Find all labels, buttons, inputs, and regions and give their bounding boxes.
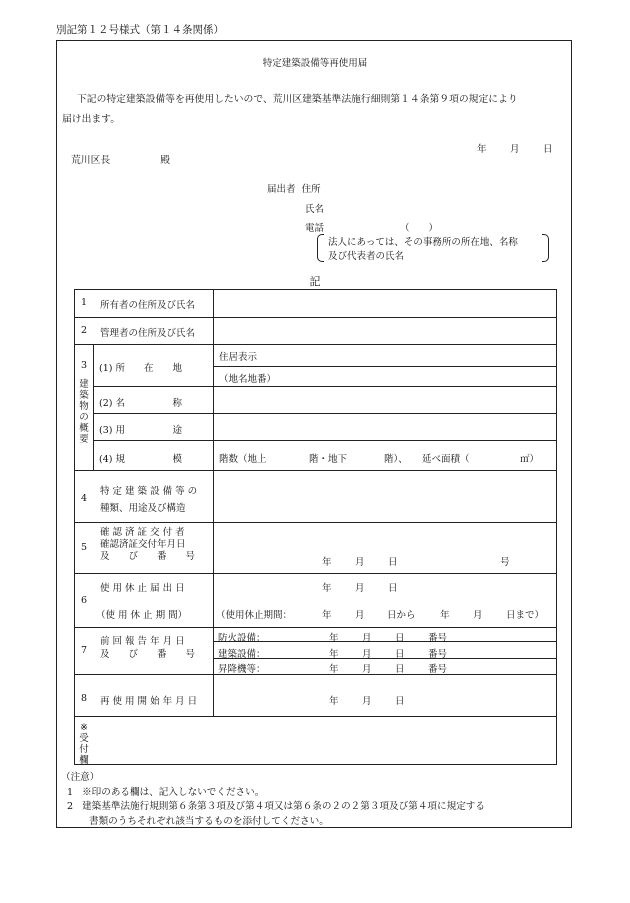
owner-field[interactable] [214, 290, 556, 317]
vertical-char: ※ [80, 722, 88, 733]
address-display-label: 住居表示 [219, 352, 258, 363]
lot-number-label: （地名地番） [219, 374, 277, 385]
elevator-day: 日 [395, 664, 405, 675]
previous-report-label-line: 前 回 報 告 年 月 日 [100, 636, 185, 647]
date-day: 日 [543, 144, 553, 155]
row-number: 6 [81, 595, 88, 606]
owner-label: 所有者の住所及び氏名 [100, 300, 196, 311]
period-label: （使用休止期間： [216, 610, 293, 621]
below-ground-label: 階）、 [384, 454, 408, 465]
addressee-honorific: 殿 [160, 155, 170, 166]
elevator-year: 年 [329, 664, 339, 675]
notifier-label: 届出者 [267, 184, 296, 195]
equipment-type-label-line: 特 定 建 築 設 備 等 の [100, 486, 198, 497]
period-to-month: 月 [473, 610, 483, 621]
notes-section [61, 769, 485, 827]
row-divider [74, 674, 557, 675]
form-title: 特定建築設備等再使用届 [262, 58, 368, 69]
equip-month: 月 [362, 649, 372, 660]
building-use-label: (3) 用 途 [99, 425, 182, 436]
table-border [74, 764, 557, 765]
building-summary-vertical-label [78, 379, 90, 445]
corporate-note-line-2: 及び代表者の氏名 [328, 251, 405, 262]
r5-number: 号 [500, 557, 510, 568]
row-number: 2 [81, 325, 88, 336]
notifier-address-label: 住所 [301, 184, 321, 195]
row-number: 7 [81, 645, 88, 656]
addressee-name: 荒川区長 [71, 155, 111, 166]
elevator-number: 番号 [428, 664, 448, 675]
manager-field[interactable] [214, 318, 556, 344]
reuse-start-label: 再 使 用 開 始 年 月 日 [100, 696, 198, 707]
notifier-phone-label: 電話 [305, 223, 325, 234]
r8-day: 日 [395, 696, 405, 707]
building-name-field[interactable] [214, 387, 556, 413]
equip-number: 番号 [428, 649, 448, 660]
note-1: ※印のある欄は、記入しないでください。 [82, 786, 265, 798]
form-identifier: 別記第１２号様式（第１４条関係） [56, 24, 224, 36]
equip-day: 日 [395, 649, 405, 660]
corporate-note [317, 234, 549, 262]
period-to-year: 年 [440, 610, 450, 621]
r5-month: 月 [355, 557, 365, 568]
row-number: 1 [81, 297, 88, 308]
table-border [556, 289, 557, 765]
period-to-day: 日まで） [506, 610, 545, 621]
previous-report-label [100, 635, 195, 661]
note-2-line-2: 書類のうちそれぞれ該当するものを添付してください。 [89, 815, 329, 827]
fire-equipment-label: 防火設備： [218, 633, 266, 644]
equip-year: 年 [329, 649, 339, 660]
note-number: 2 [66, 801, 74, 812]
elevator-month: 月 [362, 664, 372, 675]
reception-vertical-label [78, 722, 90, 766]
intro-line-2: 届け出ます。 [62, 114, 120, 125]
fire-year: 年 [329, 633, 339, 644]
period-from-day: 日から [387, 610, 416, 621]
intro-line-1: 下記の特定建築設備等を再使用したいので、荒川区建築基準法施行細則第１４条第９項の規定により [77, 94, 518, 105]
bracket-right [542, 234, 549, 262]
building-scale-label: (4) 規 模 [99, 454, 182, 465]
date-year: 年 [477, 144, 487, 155]
equipment-type-label-line: 種類、用途及び構造 [100, 503, 186, 514]
suspension-period-label: （使 用 休 止 期 間） [96, 610, 188, 621]
confirmation-label-line: 確認済証交付年月日 [100, 539, 186, 550]
building-use-field[interactable] [214, 414, 556, 440]
form-frame [56, 40, 572, 828]
vertical-char: 物 [79, 401, 89, 412]
elevator-label: 昇降機等： [218, 664, 266, 675]
notifier-phone-paren: （ ） [400, 223, 439, 234]
notifier-name-label: 氏名 [305, 203, 325, 215]
bracket-left [317, 234, 324, 262]
area-unit-label: ㎡） [520, 454, 540, 465]
fire-day: 日 [395, 633, 405, 644]
row-number: 8 [81, 693, 88, 704]
note-2-line-1: 建築基準法施行規則第６条第３項及び第４項又は第６条の２の２第３項及び第４項に規定する [82, 801, 485, 812]
submission-date [477, 141, 577, 153]
vertical-char: の [79, 412, 89, 423]
equipment-type-label [100, 483, 212, 514]
vertical-char: 欄 [79, 755, 89, 766]
r6-month: 月 [355, 583, 365, 594]
note-number: 1 [66, 786, 74, 798]
column-divider [93, 344, 94, 470]
row-divider [74, 573, 557, 574]
r5-year: 年 [322, 557, 332, 568]
equipment-type-field[interactable] [214, 471, 556, 522]
previous-report-label-line: 及 び 番 号 [100, 649, 196, 660]
building-name-label: (2) 名 称 [99, 398, 182, 409]
vertical-char: 付 [79, 744, 89, 755]
row-number: 5 [81, 542, 88, 553]
r5-day: 日 [388, 557, 398, 568]
vertical-char: 建 [79, 379, 89, 390]
confirmation-label-line: 及 び 番 号 [100, 551, 196, 562]
addressee [71, 152, 170, 166]
r6-year: 年 [322, 583, 332, 594]
details-table [74, 289, 557, 765]
row-divider [74, 344, 557, 345]
table-border [74, 289, 75, 765]
row-divider [74, 627, 557, 628]
period-from-year: 年 [322, 610, 332, 621]
confirmation-label-line: 確 認 済 証 交 付 者 [100, 527, 185, 538]
r8-month: 月 [362, 696, 372, 707]
row-number: 3 [81, 360, 88, 371]
ki-heading: 記 [309, 275, 321, 288]
row-divider [74, 716, 557, 717]
fire-number: 番号 [428, 633, 448, 644]
vertical-char: 要 [79, 434, 89, 445]
date-month: 月 [510, 144, 520, 155]
period-from-month: 月 [355, 610, 365, 621]
notifier-block [267, 181, 438, 240]
suspension-date-label: 使 用 休 止 届 出 日 [100, 583, 185, 594]
row-divider [93, 440, 557, 441]
vertical-char: 概 [79, 423, 89, 434]
corporate-note-line-1: 法人にあっては、その事務所の所在地、名称 [328, 237, 518, 248]
row-number: 4 [81, 493, 88, 504]
location-label: (1) 所 在 地 [99, 363, 182, 374]
vertical-char: 築 [79, 390, 89, 401]
r8-year: 年 [329, 696, 339, 707]
fire-month: 月 [362, 633, 372, 644]
floors-label: 階数（地上 [219, 454, 267, 465]
building-equipment-label: 建築設備： [218, 649, 266, 660]
manager-label: 管理者の住所及び氏名 [100, 328, 196, 339]
row-divider [213, 366, 557, 367]
row-divider [74, 522, 557, 523]
confirmation-label [100, 527, 195, 563]
above-ground-label: 階・地下 [309, 454, 348, 465]
vertical-char: 受 [79, 733, 89, 744]
floor-area-label: 延べ面積（ [422, 454, 470, 465]
r6-day: 日 [388, 583, 398, 594]
notes-heading: （注意） [61, 772, 100, 783]
